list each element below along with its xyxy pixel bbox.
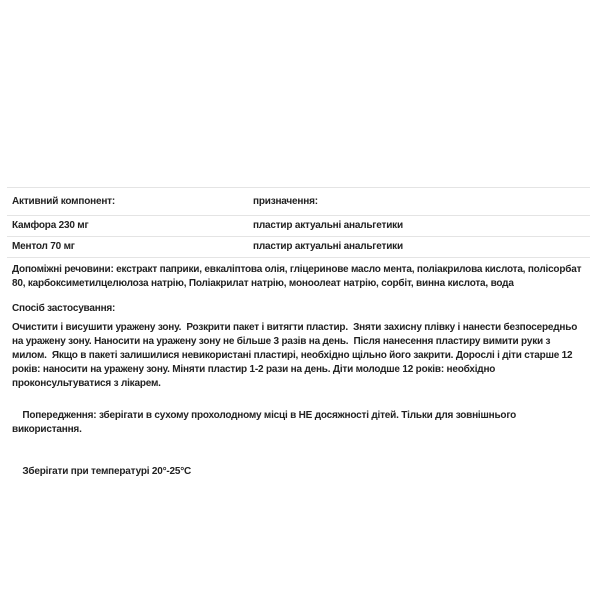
active-component-column-header: Активний компонент:: [12, 195, 115, 207]
warnings-paragraph: [12, 395, 585, 493]
ingredient-purpose: пластир актуальні анальгетики: [253, 241, 403, 252]
active-ingredients-table: [7, 187, 590, 258]
storage-temperature: Зберігати при температурі 20°-25°C: [22, 466, 192, 477]
ingredient-name: Ментол 70 мг: [12, 241, 75, 252]
ingredient-purpose: пластир актуальні анальгетики: [253, 220, 403, 231]
ingredient-name: Камфора 230 мг: [12, 220, 89, 231]
excipients-paragraph: Допоміжні речовини: екстракт паприки, евкаліптова олія, гліцеринове масло мента, поліакрилова кислота, полісорбат 80, карбоксиметилцелюлоза натрію, Поліакрилат натрію, моноолеат натрію, сорбіт, винна кислота, вода: [12, 264, 584, 289]
purpose-column-header: призначення:: [253, 195, 318, 207]
usage-instructions: Очистити і висушити уражену зону. Розкрити пакет і витягти пластир. Зняти захисну плівку і нанести безпосередньо на уражену зону. Наносити на уражену зону не більше 3 разів на день. Після нанесення пластиру вимити руки з милом. Якщо в пакеті залишилися невикористані пластирі, необхідно щільно його закрити. Дорослі і діти старше 12 років: наносити на уражену зону. Міняти пластир 1-2 рази на день. Діти молодше 12 років: необхідно проконсультуватися з лікарем.: [12, 322, 580, 389]
table-row: [7, 216, 590, 237]
storage-warning: Попередження: зберігати в сухому прохолодному місці в НЕ досяжності дітей. Тільки для зовнішнього використання.: [12, 410, 519, 435]
usage-heading: Спосіб застосування:: [12, 303, 116, 314]
table-header-row: [7, 188, 590, 216]
table-row: [7, 237, 590, 258]
